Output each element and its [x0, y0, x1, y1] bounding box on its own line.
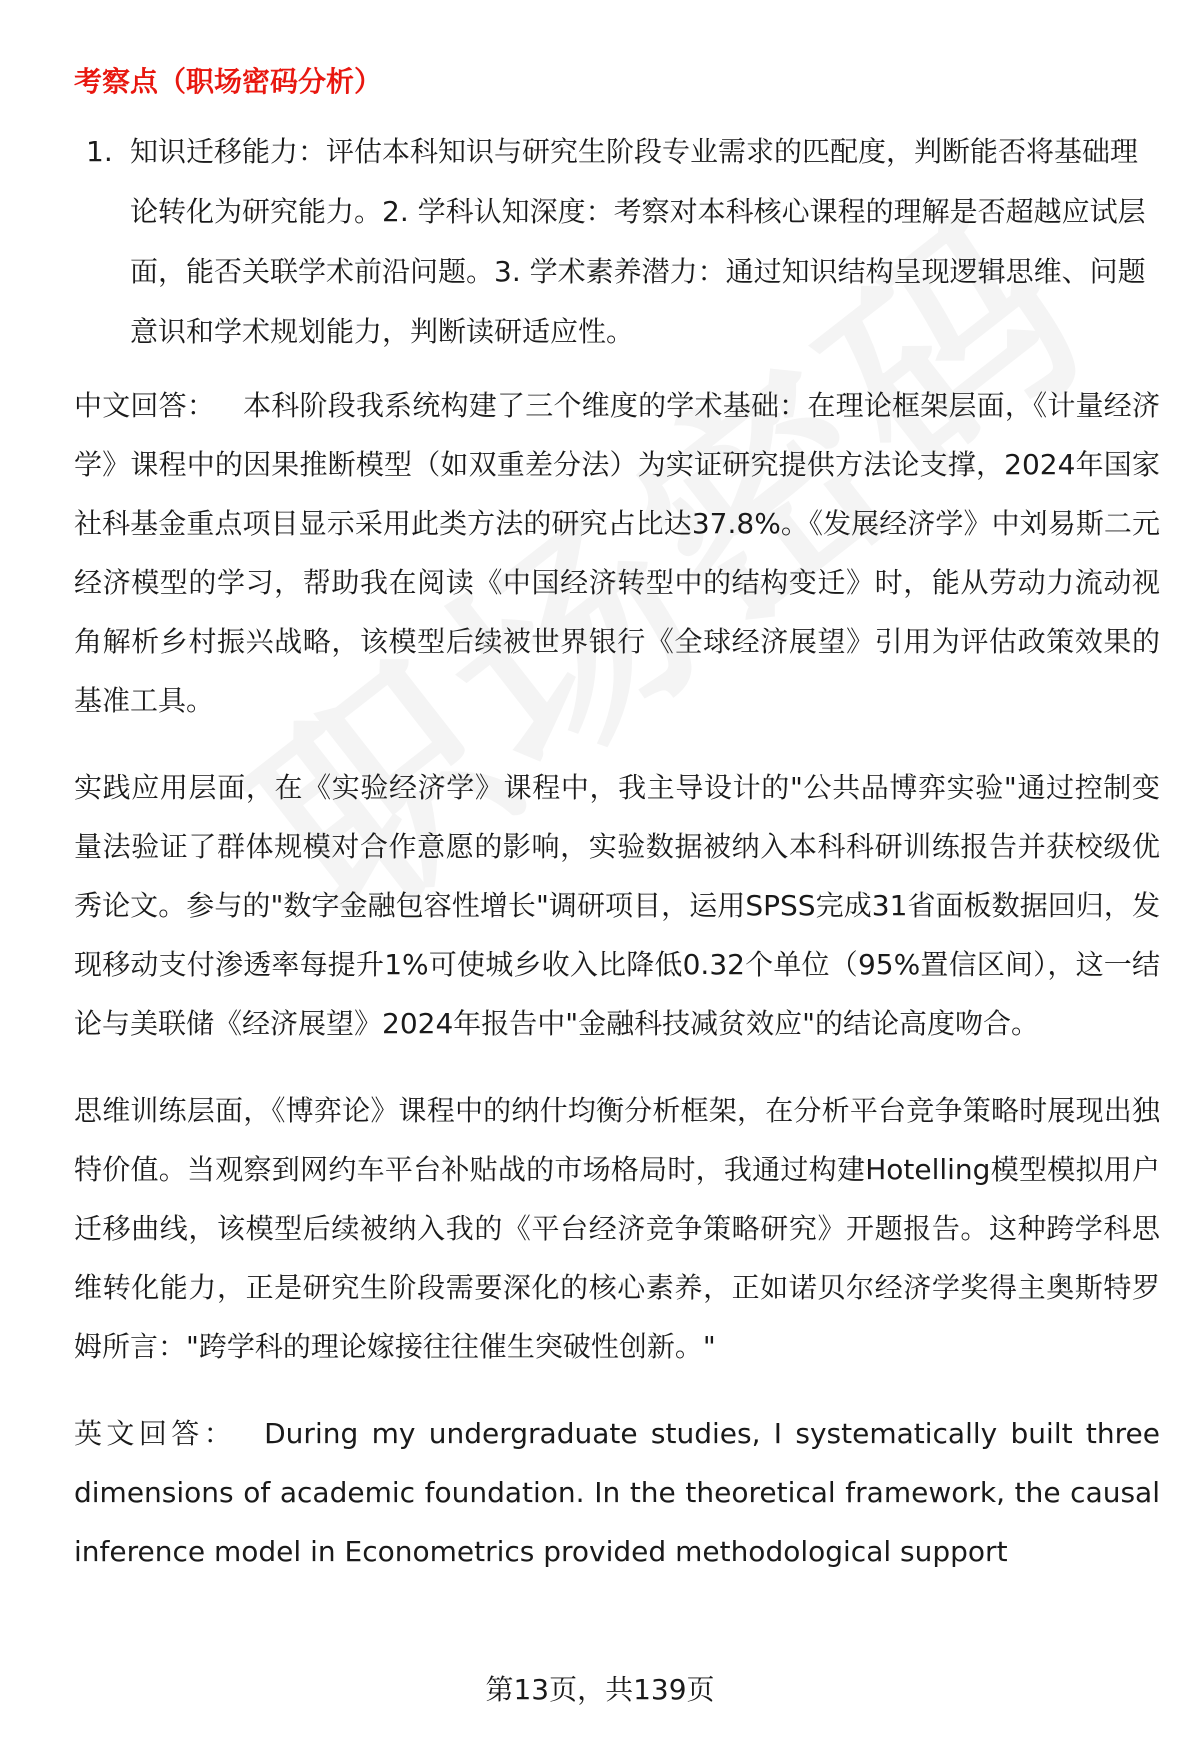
cn-answer-paragraph-1: [74, 376, 1160, 730]
cn-answer-text-3: 思维训练层面，《博弈论》课程中的纳什均衡分析框架，在分析平台竞争策略时展现出独特价值。当观察到网约车平台补贴战的市场格局时，我通过构建Hotelling模型模拟用户迁移曲线，该模型后续被纳入我的《平台经济竞争策略研究》开题报告。这种跨学科思维转化能力，正是研究生阶段需要深化的核心素养，正如诺贝尔经济学奖得主奥斯特罗姆所言："跨学科的理论嫁接往往催生突破性创新。": [74, 1094, 1160, 1363]
cn-answer-label: 中文回答：: [74, 389, 216, 422]
document-body: [74, 58, 1160, 1609]
cn-answer-text-2: 实践应用层面，在《实验经济学》课程中，我主导设计的"公共品博弈实验"通过控制变量法验证了群体规模对合作意愿的影响，实验数据被纳入本科科研训练报告并获校级优秀论文。参与的"数字金融包容性增长"调研项目，运用SPSS完成31省面板数据回归，发现移动支付渗透率每提升1%可使城乡收入比降低0.32个单位（95%置信区间），这一结论与美联储《经济展望》2024年报告中"金融科技减贫效应"的结论高度吻合。: [74, 771, 1160, 1040]
en-answer-label: 英文回答：: [74, 1417, 237, 1450]
cn-answer-paragraph-3: [74, 1081, 1160, 1376]
section-heading: 考察点（职场密码分析）: [74, 65, 383, 98]
en-answer-paragraph: [74, 1404, 1160, 1581]
list-text: 知识迁移能力：评估本科知识与研究生阶段专业需求的匹配度，判断能否将基础理论转化为研究能力。2. 学科认知深度：考察对本科核心课程的理解是否超越应试层面，能否关联学术前沿问题。3. 学术素养潜力：通过知识结构呈现逻辑思维、问题意识和学术规划能力，判断读研适应性。: [130, 135, 1146, 348]
list-number: 1.: [86, 135, 113, 168]
list-item: [86, 122, 1160, 362]
en-answer-text: During my undergraduate studies, I systematically built three dimensions of academic foundation. In the theoretical framework, the causal inference model in Econometrics provided methodological support: [74, 1417, 1160, 1568]
cn-answer-text-1: 本科阶段我系统构建了三个维度的学术基础：在理论框架层面，《计量经济学》课程中的因果推断模型（如双重差分法）为实证研究提供方法论支撑，2024年国家社科基金重点项目显示采用此类方法的研究占比达37.8%。《发展经济学》中刘易斯二元经济模型的学习，帮助我在阅读《中国经济转型中的结构变迁》时，能从劳动力流动视角解析乡村振兴战略，该模型后续被世界银行《全球经济展望》引用为评估政策效果的基准工具。: [74, 389, 1160, 717]
cn-answer-paragraph-2: [74, 758, 1160, 1053]
page-number: 第13页，共139页: [485, 1673, 715, 1706]
